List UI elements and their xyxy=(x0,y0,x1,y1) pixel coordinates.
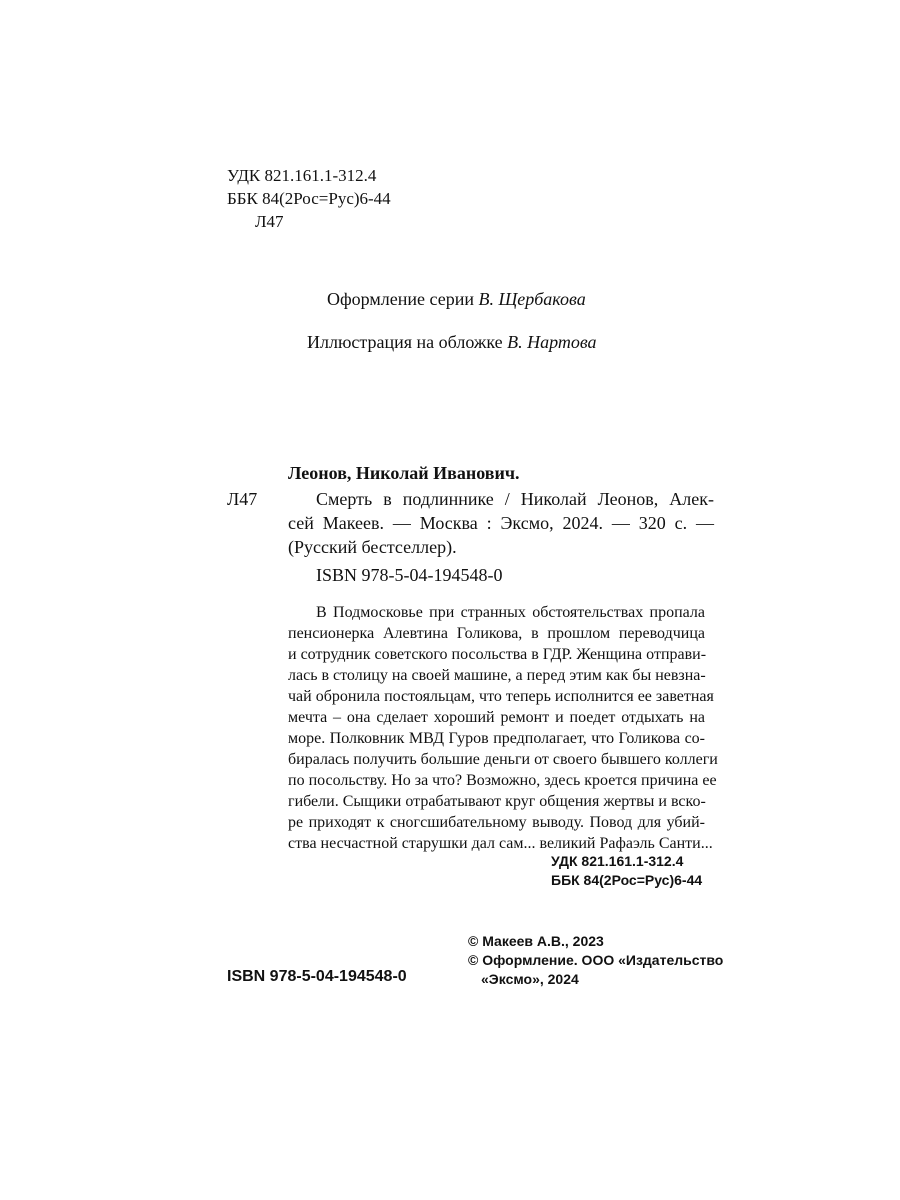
series-design-name: В. Щербакова xyxy=(478,289,586,309)
annotation-line: гибели. Сыщики отрабатывают круг общения жертвы и вско- xyxy=(288,793,706,810)
copyright-line: «Эксмо», 2024 xyxy=(481,971,579,987)
annotation-line: море. Полковник МВД Гуров предполагает, что Голикова со- xyxy=(288,730,705,747)
annotation-line: ства несчастной старушки дал сам... великий Рафаэль Санти... xyxy=(288,835,713,852)
annotation-line: В Подмосковье при странных обстоятельствах пропала xyxy=(316,604,705,621)
series-design-label: Оформление серии xyxy=(327,289,474,309)
udk-code: УДК 821.161.1-312.4 xyxy=(227,166,377,185)
record-isbn: ISBN 978-5-04-194548-0 xyxy=(316,565,503,585)
annotation-line: по посольству. Но за что? Возможно, здесь кроется причина ее xyxy=(288,772,717,789)
annotation-line: мечта – она сделает хороший ремонт и поедет отдыхать на xyxy=(288,709,705,726)
copyright-line: © Макеев А.В., 2023 xyxy=(468,933,604,949)
record-description-line: (Русский бестселлер). xyxy=(288,537,457,557)
annotation-line: пенсионерка Алевтина Голикова, в прошлом переводчица xyxy=(288,625,705,642)
cover-illustration-credit xyxy=(307,330,597,354)
cover-illustration-name: В. Нартова xyxy=(507,332,597,352)
copyright-line: © Оформление. ООО «Издательство xyxy=(468,952,724,968)
annotation-line: ре приходят к сногсшибательному выводу. Повод для убий- xyxy=(288,814,705,831)
annotation-bbk: ББК 84(2Рос=Рус)6-44 xyxy=(551,872,703,888)
bbk-code: ББК 84(2Рос=Рус)6-44 xyxy=(227,189,391,208)
record-description-line: сей Макеев. — Москва : Эксмо, 2024. — 320 с. — xyxy=(288,513,714,533)
footer-isbn: ISBN 978-5-04-194548-0 xyxy=(227,968,407,985)
record-author-mark: Л47 xyxy=(227,489,258,509)
cover-illustration-label: Иллюстрация на обложке xyxy=(307,332,503,352)
annotation-line: лась в столицу на своей машине, а перед этим как бы невзна- xyxy=(288,667,706,684)
series-design-credit xyxy=(327,287,586,311)
annotation-line: чай обронила постояльцам, что теперь исполнится ее заветная xyxy=(288,688,714,705)
annotation-udk: УДК 821.161.1-312.4 xyxy=(551,853,684,869)
record-description-line: Смерть в подлиннике / Николай Леонов, Алек- xyxy=(316,489,714,509)
annotation-line: биралась получить большие деньги от своего бывшего коллеги xyxy=(288,751,718,768)
annotation-line: и сотрудник советского посольства в ГДР. Женщина отправи- xyxy=(288,646,707,663)
author-heading: Леонов, Николай Иванович. xyxy=(288,463,520,483)
author-mark: Л47 xyxy=(255,212,284,231)
